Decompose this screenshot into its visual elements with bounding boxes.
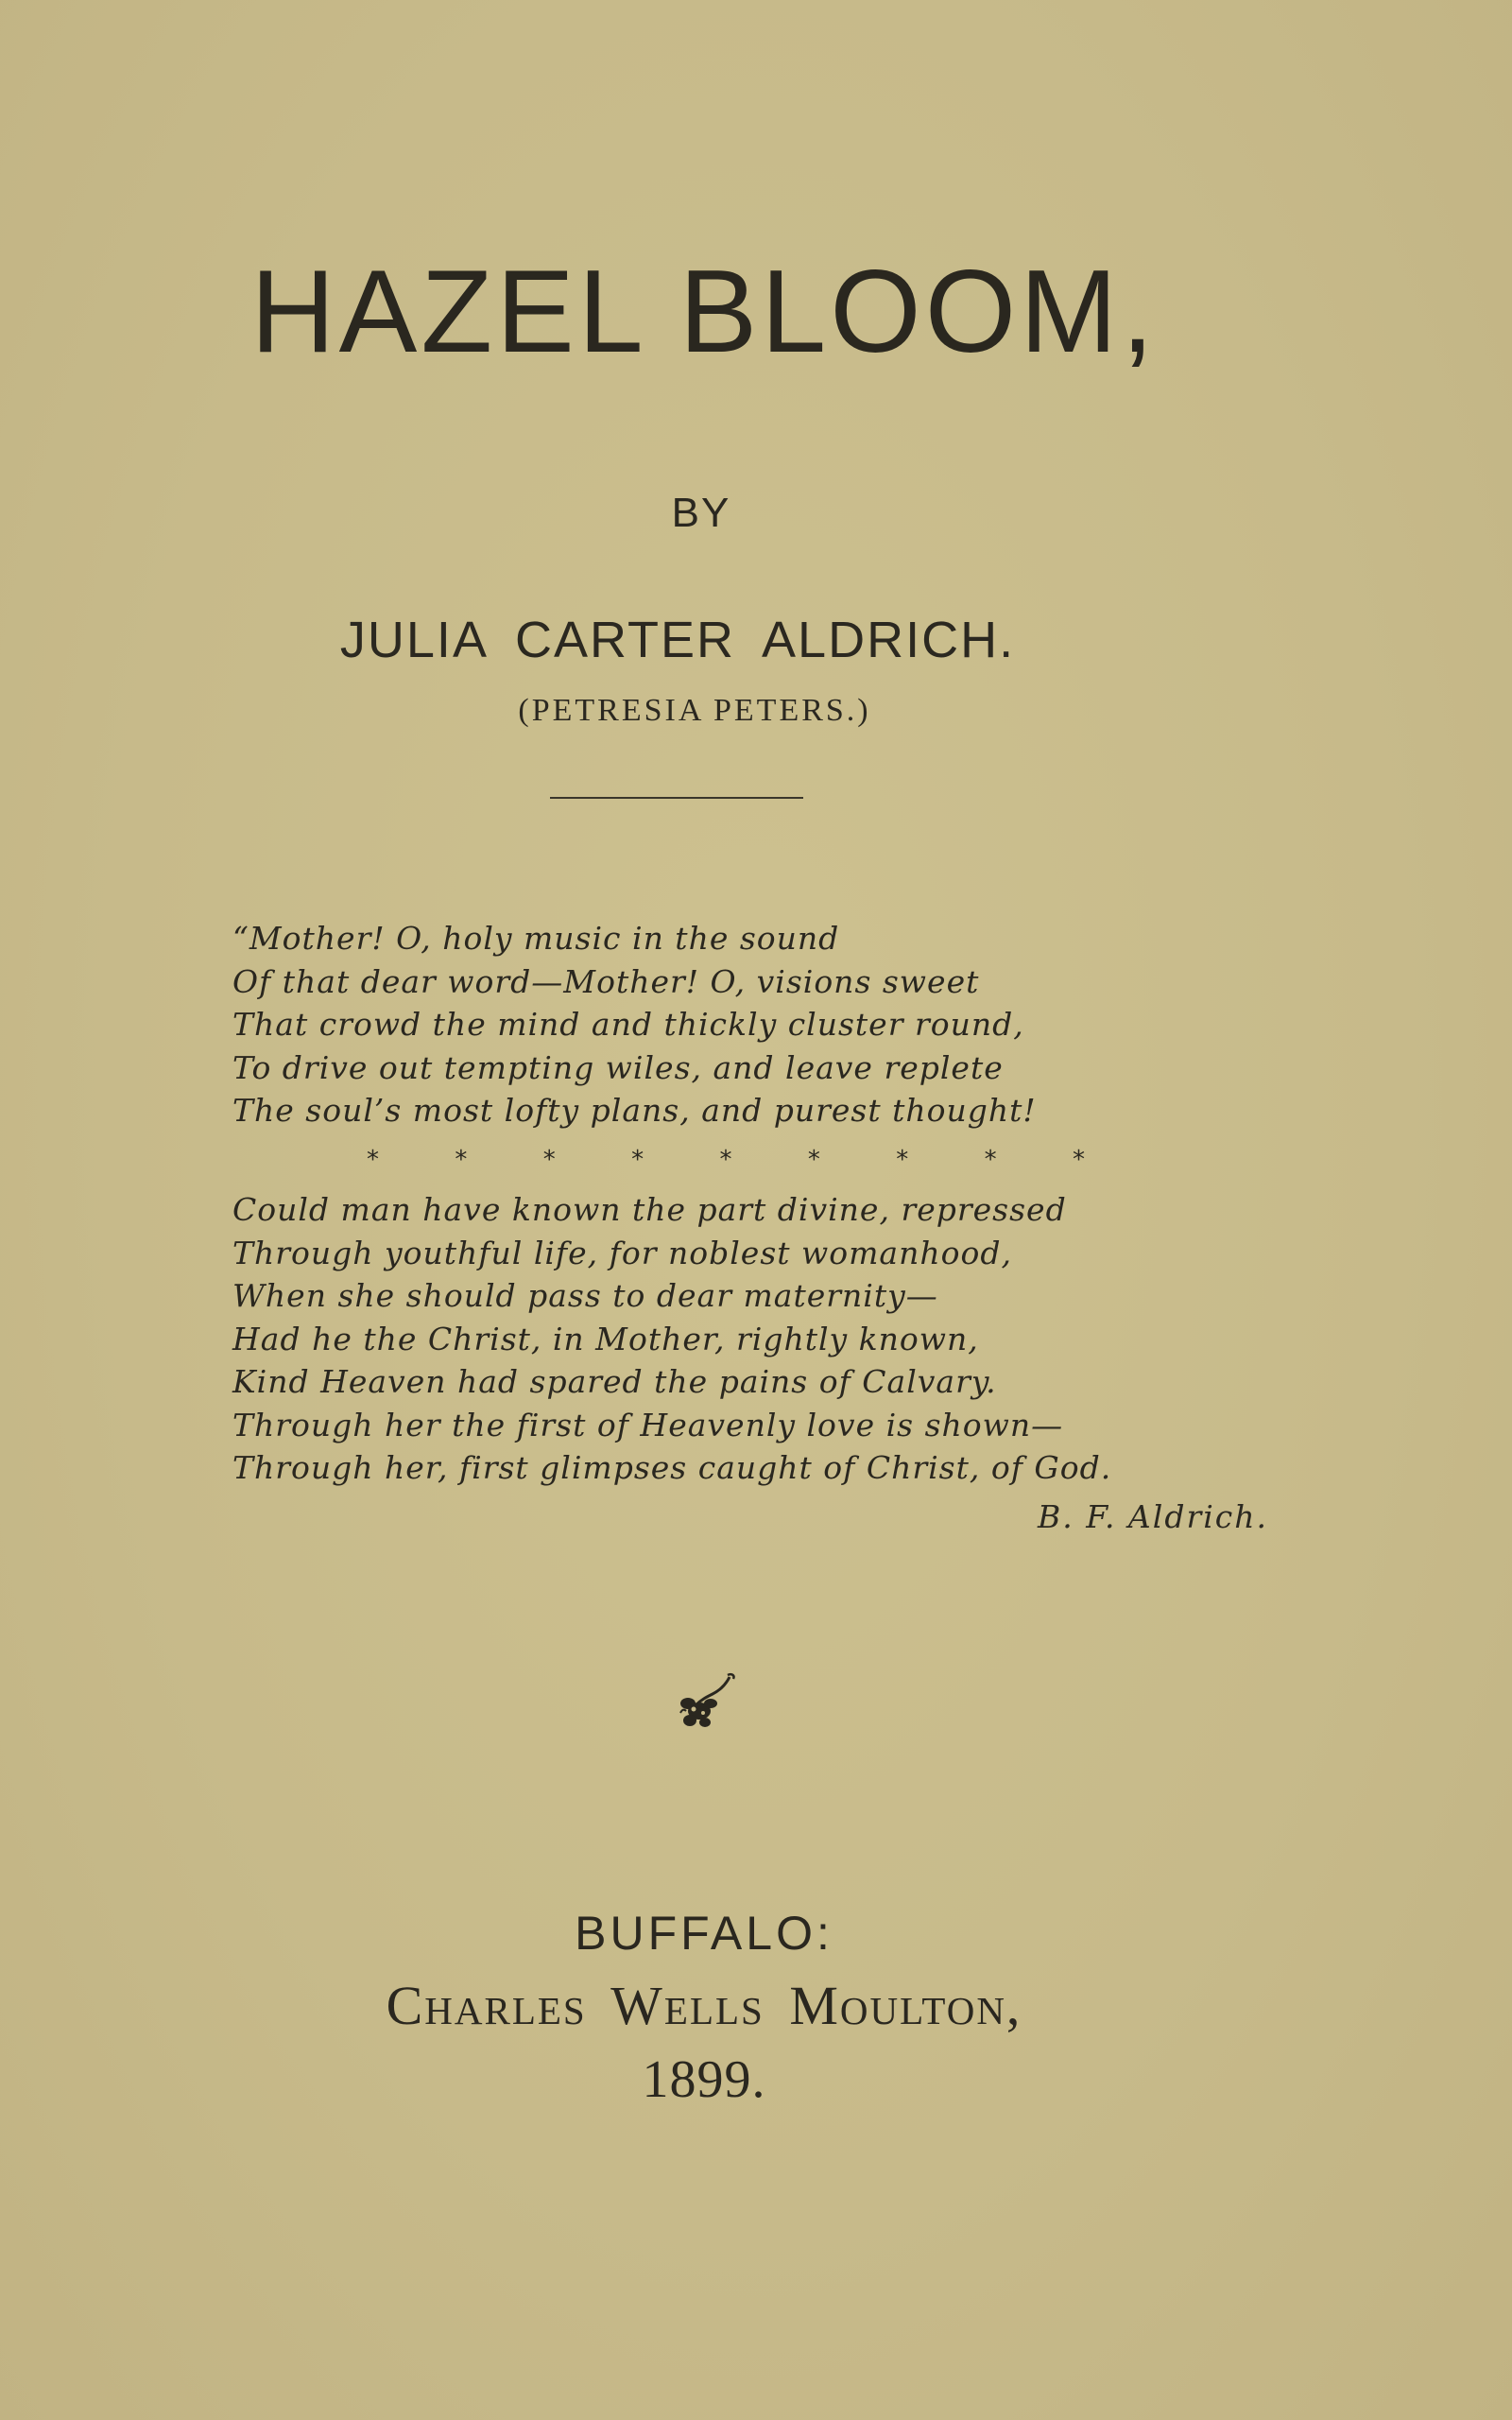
author-pseudonym: (PETRESIA PETERS.) [518,693,871,728]
asterisk: * [1073,1146,1085,1174]
floral-ornament-icon [673,1671,741,1732]
poem-line: Through her the first of Heavenly love is shown— [232,1406,1064,1443]
imprint-year: 1899. [642,2050,766,2109]
poem-line: Could man have known the part divine, repressed [232,1191,1067,1228]
poem-line: That crowd the mind and thickly cluster round, [232,1006,1024,1043]
poem-attribution: B. F. Aldrich. [1037,1498,1268,1535]
asterisk: * [719,1146,732,1174]
poem-line: Through her, first glimpses caught of Christ, of God. [232,1449,1112,1486]
poem-line: Kind Heaven had spared the pains of Calvary. [232,1363,997,1400]
asterisk: * [455,1146,468,1174]
poem-line: To drive out tempting wiles, and leave replete [232,1048,1004,1086]
book-title: HAZEL BLOOM, [250,247,1158,377]
asterisk: * [367,1146,379,1174]
poem-line: Of that dear word—Mother! O, visions sweet [232,962,980,1000]
author-name: JULIA CARTER ALDRICH. [339,612,1016,668]
poem-stanza-2 [232,1188,1111,1490]
divider-rule [550,797,803,799]
poem-line: Had he the Christ, in Mother, rightly known, [232,1320,979,1357]
poem-line: Through youthful life, for noblest womanhood, [232,1234,1012,1271]
imprint-city: BUFFALO: [575,1907,833,1960]
asterisk: * [631,1146,644,1174]
poem-line: “Mother! O, holy music in the sound [232,920,840,957]
asterisk: * [542,1146,556,1174]
asterisk: * [984,1146,997,1174]
poem-stanza-1 [232,917,1037,1132]
asterisk: * [807,1146,820,1174]
by-line: BY [671,490,731,536]
poem-line: When she should pass to dear maternity— [232,1277,938,1314]
asterisk: * [896,1146,909,1174]
poem-line: The soul’s most lofty plans, and purest thought! [232,1092,1037,1129]
imprint-publisher: Charles Wells Moulton, [386,1975,1022,2036]
asterisk-separator [367,1148,1085,1172]
